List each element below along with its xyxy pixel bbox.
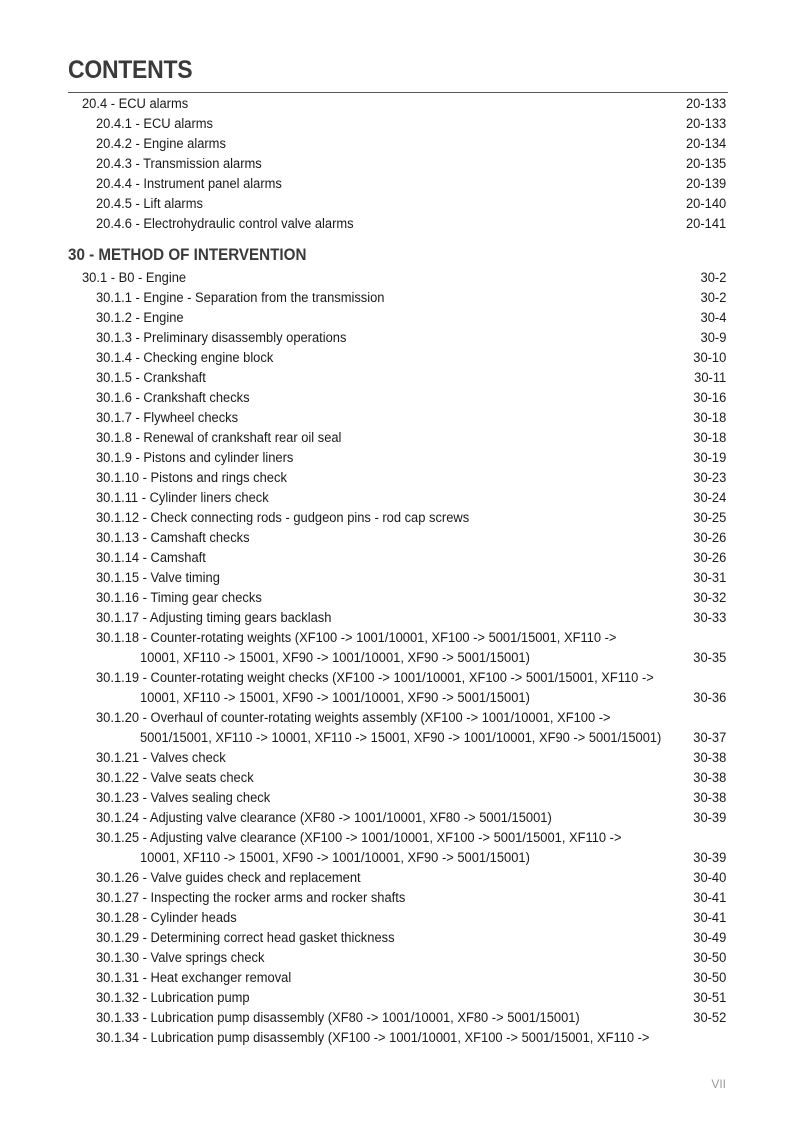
- toc-entry-label: 30.1.6 - Crankshaft checks: [96, 390, 250, 406]
- toc-entry-label: 20.4.6 - Electrohydraulic control valve alarms: [96, 216, 354, 232]
- toc-entry-page-number: 30-25: [692, 510, 726, 526]
- toc-entry-page-number: 30-50: [692, 970, 726, 986]
- toc-entry-label: 20.4 - ECU alarms: [82, 96, 189, 112]
- toc-entry-label: 30.1.7 - Flywheel checks: [96, 410, 239, 426]
- toc-entry[interactable]: [0, 268, 794, 288]
- toc-entry-label: 30.1.20 - Overhaul of counter-rotating weights assembly (XF100 -> 1001/10001, XF100 ->: [96, 710, 611, 726]
- toc-entry-page-number: 30-10: [692, 350, 726, 366]
- toc-entry-page-number: 30-16: [692, 390, 726, 406]
- toc-entry[interactable]: [0, 448, 794, 468]
- toc-entry-page-number: 30-24: [692, 490, 726, 506]
- toc-entry-page-number: 30-38: [692, 750, 726, 766]
- toc-entry[interactable]: [0, 928, 794, 948]
- toc-entry-page-number: 30-37: [692, 730, 726, 746]
- toc-entry[interactable]: [0, 828, 794, 848]
- toc-entry-label: 20.4.3 - Transmission alarms: [96, 156, 262, 172]
- toc-entry-page-number: 30-11: [693, 370, 726, 386]
- toc-entry-page-number: 30-19: [692, 450, 726, 466]
- toc-entry-label: 30.1.9 - Pistons and cylinder liners: [96, 450, 294, 466]
- toc-entry-label: 30.1.12 - Check connecting rods - gudgeon pins - rod cap screws: [96, 510, 470, 526]
- toc-entry-page-number: 30-38: [692, 770, 726, 786]
- toc-entry[interactable]: [0, 154, 794, 174]
- toc-entry[interactable]: [0, 588, 794, 608]
- toc-entry-label: 30.1.30 - Valve springs check: [96, 950, 265, 966]
- toc-entry[interactable]: [0, 968, 794, 988]
- toc-entry-label: 30.1.4 - Checking engine block: [96, 350, 274, 366]
- toc-entry[interactable]: [0, 568, 794, 588]
- toc-entry-page-number: 30-35: [692, 650, 726, 666]
- toc-entry-label: 30.1.21 - Valves check: [96, 750, 226, 766]
- toc-entry-continuation[interactable]: [0, 728, 794, 748]
- toc-entry[interactable]: [0, 748, 794, 768]
- toc-entry[interactable]: [0, 988, 794, 1008]
- toc-entry-page-number: 30-39: [692, 850, 726, 866]
- toc-entry-label: 30.1 - B0 - Engine: [82, 270, 187, 286]
- toc-entry-label: 30.1.19 - Counter-rotating weight checks (XF100 -> 1001/10001, XF100 -> 5001/15001, XF110 ->: [96, 670, 654, 686]
- toc-entry-page-number: 30-4: [700, 310, 726, 326]
- toc-entry-page-number: 20-133: [685, 116, 726, 132]
- toc-entry[interactable]: [0, 134, 794, 154]
- toc-entry-label: 30.1.15 - Valve timing: [96, 570, 220, 586]
- toc-entry[interactable]: [0, 868, 794, 888]
- toc-entry-label: 20.4.4 - Instrument panel alarms: [96, 176, 282, 192]
- toc-entry-label: 30.1.10 - Pistons and rings check: [96, 470, 287, 486]
- toc-entry-label: 30.1.24 - Adjusting valve clearance (XF80 -> 1001/10001, XF80 -> 5001/15001): [96, 810, 552, 826]
- page-title: CONTENTS: [68, 56, 193, 84]
- toc-entry[interactable]: [0, 388, 794, 408]
- toc-entry-label: 30.1.1 - Engine - Separation from the transmission: [96, 290, 385, 306]
- toc-entry-label: 30.1.29 - Determining correct head gasket thickness: [96, 930, 395, 946]
- toc-entry-page-number: 30-33: [692, 610, 726, 626]
- toc-entry-page-number: 20-134: [685, 136, 726, 152]
- toc-entry-label: 30.1.5 - Crankshaft: [96, 370, 206, 386]
- toc-entry-label: 10001, XF110 -> 15001, XF90 -> 1001/10001, XF90 -> 5001/15001): [140, 850, 530, 866]
- toc-entry-page-number: 20-133: [685, 96, 726, 112]
- toc-entry-label: 30.1.3 - Preliminary disassembly operations: [96, 330, 347, 346]
- toc-entry-label: 30.1.34 - Lubrication pump disassembly (XF100 -> 1001/10001, XF100 -> 5001/15001, XF110 ->: [96, 1030, 650, 1046]
- toc-entry-label: 30.1.26 - Valve guides check and replacement: [96, 870, 361, 886]
- toc-entry[interactable]: [0, 888, 794, 908]
- toc-entry[interactable]: [0, 768, 794, 788]
- toc-entry-label: 30.1.2 - Engine: [96, 310, 184, 326]
- toc-entry[interactable]: [0, 328, 794, 348]
- toc-entry-label: 30.1.22 - Valve seats check: [96, 770, 254, 786]
- toc-entry-page-number: 30-32: [692, 590, 726, 606]
- toc-entry-page-number: 30-41: [692, 890, 726, 906]
- toc-entry[interactable]: [0, 174, 794, 194]
- toc-entry[interactable]: [0, 948, 794, 968]
- toc-entry-label: 30.1.16 - Timing gear checks: [96, 590, 262, 606]
- toc-entry[interactable]: [0, 528, 794, 548]
- toc-entry-page-number: 30-2: [700, 270, 726, 286]
- toc-entry[interactable]: [0, 194, 794, 214]
- toc-entry-label: 30.1.11 - Cylinder liners check: [96, 490, 269, 506]
- toc-entry-label: 30.1.23 - Valves sealing check: [96, 790, 271, 806]
- toc-entry[interactable]: [0, 114, 794, 134]
- toc-entry-page-number: 30-51: [692, 990, 726, 1006]
- toc-entry[interactable]: [0, 214, 794, 234]
- toc-entry-continuation[interactable]: [0, 688, 794, 708]
- toc-entry[interactable]: [0, 308, 794, 328]
- toc-entry-page-number: 30-38: [692, 790, 726, 806]
- toc-entry[interactable]: [0, 608, 794, 628]
- section-heading-label: 30 - METHOD OF INTERVENTION: [68, 246, 307, 264]
- toc-entry-page-number: 20-141: [685, 216, 726, 232]
- toc-entry[interactable]: [0, 708, 794, 728]
- toc-entry[interactable]: [0, 408, 794, 428]
- toc-entry[interactable]: [0, 548, 794, 568]
- toc-entry-page-number: 30-40: [692, 870, 726, 886]
- toc-entry-continuation[interactable]: [0, 848, 794, 868]
- toc-entry[interactable]: [0, 908, 794, 928]
- toc-entry-page-number: 30-18: [692, 410, 726, 426]
- toc-entry-continuation[interactable]: [0, 648, 794, 668]
- toc-entry-page-number: 20-140: [685, 196, 726, 212]
- toc-entry-page-number: 30-52: [692, 1010, 726, 1026]
- toc-entry[interactable]: [0, 508, 794, 528]
- toc-entry-label: 30.1.18 - Counter-rotating weights (XF100 -> 1001/10001, XF100 -> 5001/15001, XF110 ->: [96, 630, 617, 646]
- toc-entry-page-number: 30-36: [692, 690, 726, 706]
- toc-entry-label: 30.1.32 - Lubrication pump: [96, 990, 250, 1006]
- toc-entry-label: 30.1.31 - Heat exchanger removal: [96, 970, 292, 986]
- toc-entry[interactable]: [0, 1028, 794, 1048]
- toc-entry-page-number: 20-135: [685, 156, 726, 172]
- toc-entry-label: 30.1.17 - Adjusting timing gears backlash: [96, 610, 332, 626]
- toc-entry-label: 30.1.27 - Inspecting the rocker arms and rocker shafts: [96, 890, 406, 906]
- toc-entry[interactable]: [0, 348, 794, 368]
- title-divider: [68, 92, 728, 93]
- toc-entry-label: 30.1.13 - Camshaft checks: [96, 530, 250, 546]
- toc-entry[interactable]: [0, 628, 794, 648]
- toc-entry-label: 5001/15001, XF110 -> 10001, XF110 -> 15001, XF90 -> 1001/10001, XF90 -> 5001/15001): [140, 730, 662, 746]
- toc-entry-label: 10001, XF110 -> 15001, XF90 -> 1001/10001, XF90 -> 5001/15001): [140, 650, 530, 666]
- toc-entry[interactable]: [0, 668, 794, 688]
- toc-entry-page-number: 30-41: [692, 910, 726, 926]
- toc-entry[interactable]: [0, 808, 794, 828]
- toc-entry-page-number: 30-31: [692, 570, 726, 586]
- toc-entry[interactable]: [0, 1008, 794, 1028]
- toc-entry-page-number: 30-2: [700, 290, 726, 306]
- toc-entry-page-number: 30-18: [692, 430, 726, 446]
- page-number: VII: [711, 1077, 726, 1091]
- toc-entry-page-number: 20-139: [685, 176, 726, 192]
- toc-entry[interactable]: [0, 368, 794, 388]
- toc-entry-page-number: 30-39: [692, 810, 726, 826]
- toc-entry[interactable]: [0, 468, 794, 488]
- toc-entry-label: 30.1.8 - Renewal of crankshaft rear oil seal: [96, 430, 342, 446]
- toc-entry-label: 20.4.1 - ECU alarms: [96, 116, 213, 132]
- toc-entry[interactable]: [0, 488, 794, 508]
- toc-entry-page-number: 30-9: [700, 330, 726, 346]
- toc-entry-label: 30.1.33 - Lubrication pump disassembly (XF80 -> 1001/10001, XF80 -> 5001/15001): [96, 1010, 580, 1026]
- toc-entry[interactable]: [0, 428, 794, 448]
- toc-entry-label: 30.1.28 - Cylinder heads: [96, 910, 237, 926]
- toc-entry[interactable]: [0, 788, 794, 808]
- toc-entry-label: 20.4.2 - Engine alarms: [96, 136, 226, 152]
- toc-entry-page-number: 30-49: [692, 930, 726, 946]
- toc-section-heading: [0, 234, 794, 268]
- toc-entry[interactable]: [0, 94, 794, 114]
- toc-entry-label: 30.1.14 - Camshaft: [96, 550, 206, 566]
- toc-entry-page-number: 30-26: [692, 550, 726, 566]
- toc-entry-page-number: 30-23: [692, 470, 726, 486]
- toc-entry-label: 10001, XF110 -> 15001, XF90 -> 1001/10001, XF90 -> 5001/15001): [140, 690, 530, 706]
- toc-entry-label: 30.1.25 - Adjusting valve clearance (XF100 -> 1001/10001, XF100 -> 5001/15001, XF110 ->: [96, 830, 622, 846]
- toc-entry-page-number: 30-26: [692, 530, 726, 546]
- toc-entry-label: 20.4.5 - Lift alarms: [96, 196, 203, 212]
- table-of-contents: [0, 94, 794, 1048]
- toc-entry-page-number: 30-50: [692, 950, 726, 966]
- toc-entry[interactable]: [0, 288, 794, 308]
